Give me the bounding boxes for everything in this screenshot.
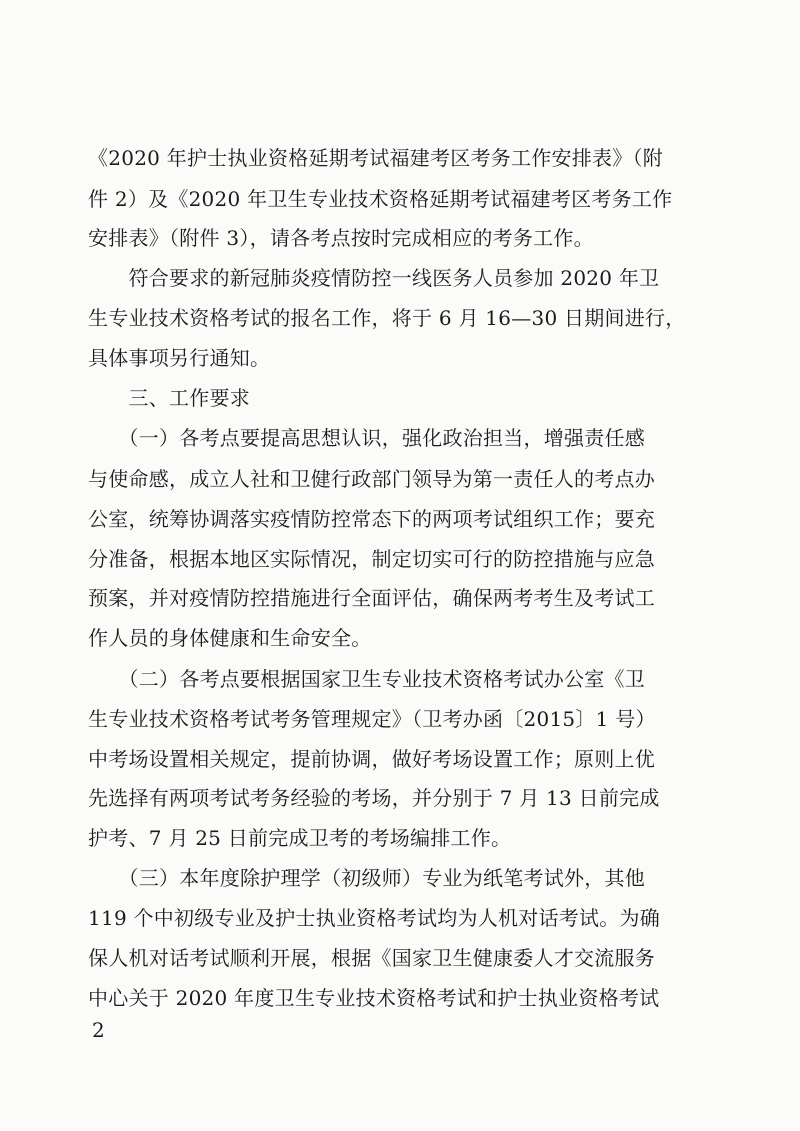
text-line: 件 2）及《2020 年卫生专业技术资格延期考试福建考区考务工作 [88, 187, 673, 211]
text-line: （二）各考点要根据国家卫生专业技术资格考试办公室《卫 [88, 667, 645, 691]
text-line: 保人机对话考试顺利开展，根据《国家卫生健康委人才交流服务 [88, 946, 655, 970]
page-number: 2 [92, 1018, 105, 1042]
text-line: 具体事项另行通知。 [88, 346, 271, 370]
text-line: 公室，统筹协调落实疫情防控常态下的两项考试组织工作；要充 [88, 507, 655, 531]
text-line: 护考、7 月 25 日前完成卫考的考场编排工作。 [88, 826, 512, 850]
text-line: 生专业技术资格考试考务管理规定》（卫考办函〔2015〕1 号） [88, 707, 656, 731]
text-line: 预案，并对疫情防控措施进行全面评估，确保两考考生及考试工 [88, 586, 655, 610]
text-line: 与使命感，成立人社和卫健行政部门领导为第一责任人的考点办 [88, 467, 655, 491]
text-line: 《2020 年护士执业资格延期考试福建考区考务工作安排表》（附 [88, 146, 664, 170]
text-line: 安排表》（附件 3），请各考点按时完成相应的考务工作。 [88, 226, 594, 250]
text-line: 中考场设置相关规定，提前协调，做好考场设置工作；原则上优 [88, 747, 655, 771]
text-line: （一）各考点要提高思想认识，强化政治担当，增强责任感 [88, 426, 645, 450]
text-line: （三）本年度除护理学（初级师）专业为纸笔考试外，其他 [88, 866, 645, 890]
text-line: 作人员的身体健康和生命安全。 [88, 626, 372, 650]
text-line: 119 个中初级专业及护士执业资格考试均为人机对话考试。为确 [88, 906, 661, 930]
text-line: 中心关于 2020 年度卫生专业技术资格考试和护士执业资格考试 [88, 986, 660, 1010]
text-line: 符合要求的新冠肺炎疫情防控一线医务人员参加 2020 年卫 [88, 266, 660, 290]
text-line: 生专业技术资格考试的报名工作，将于 6 月 16—30 日期间进行， [88, 306, 686, 330]
text-line: 分准备，根据本地区实际情况，制定切实可行的防控措施与应急 [88, 547, 655, 571]
section-heading: 三、工作要求 [88, 386, 250, 410]
text-line: 先选择有两项考试考务经验的考场，并分别于 7 月 13 日前完成 [88, 786, 660, 810]
